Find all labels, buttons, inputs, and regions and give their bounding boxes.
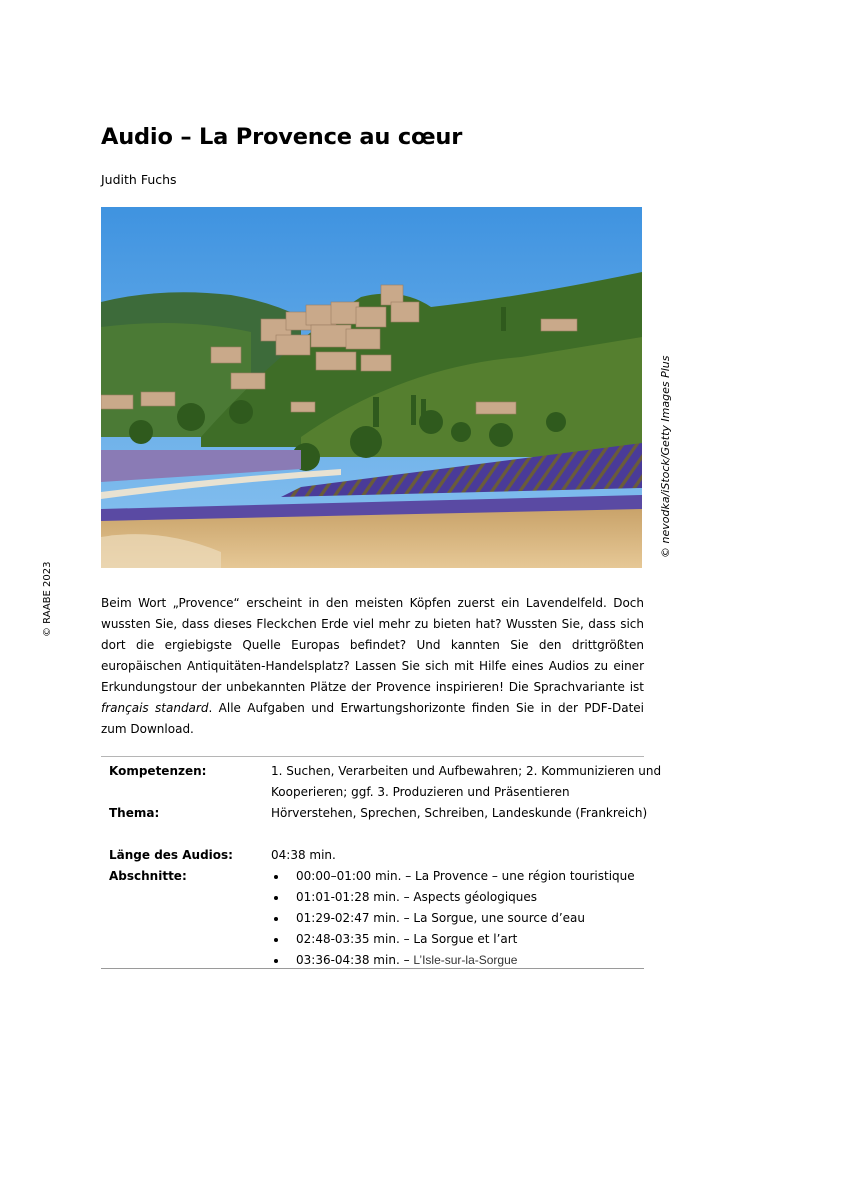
- section-item: 02:48-03:35 min. – La Sorgue et l’art: [271, 929, 644, 950]
- author-name: Judith Fuchs: [101, 172, 177, 187]
- value-laenge: 04:38 min.: [271, 848, 336, 862]
- row-abschnitte: [101, 866, 644, 971]
- value-kompetenzen-line2: Kooperieren; ggf. 3. Produzieren und Präsentieren: [271, 785, 570, 799]
- label-abschnitte: Abschnitte:: [109, 869, 187, 883]
- section-item: 00:00–01:00 min. – La Provence – une région touristique: [271, 866, 644, 887]
- label-thema: Thema:: [109, 806, 160, 820]
- label-laenge: Länge des Audios:: [109, 848, 233, 862]
- section-item-place: L’Isle-sur-la-Sorgue: [413, 953, 518, 967]
- section-item: 01:29-02:47 min. – La Sorgue, une source d’eau: [271, 908, 644, 929]
- row-kompetenzen: [101, 761, 662, 803]
- sections-list: [271, 866, 644, 971]
- row-thema: [101, 803, 648, 824]
- row-laenge: [101, 845, 644, 866]
- intro-text-part1: Beim Wort „Provence“ erscheint in den meisten Köpfen zuerst ein Lavendelfeld. Doch wussten Sie, dass dieses Fleckchen Erde viel mehr zu bieten hat? Wussten Sie, dass sich dort die ergiebigste Quelle Europas befindet? Und kannten Sie den drittgrößten europäischen Antiquitäten-Handelsplatz? Lassen Sie sich mit Hilfe eines Audios zu einer Erkundungstour der unbekannten Plätze der Provence inspirieren! Die Sprachvariante ist: [101, 596, 644, 694]
- section-item: [271, 950, 644, 971]
- provence-village-photo: [101, 207, 642, 568]
- intro-paragraph: [101, 593, 644, 740]
- label-kompetenzen: Kompetenzen:: [109, 764, 207, 778]
- section-item: 01:01-01:28 min. – Aspects géologiques: [271, 887, 644, 908]
- info-table: [101, 756, 662, 969]
- intro-text-part2: . Alle Aufgaben und Erwartungshorizonte finden Sie in der PDF-Datei zum Download.: [101, 701, 645, 736]
- value-thema: Hörverstehen, Sprechen, Schreiben, Landeskunde (Frankreich): [271, 806, 648, 820]
- page-title: Audio – La Provence au cœur: [101, 124, 463, 150]
- value-kompetenzen-line1: 1. Suchen, Verarbeiten und Aufbewahren; 2. Kommunizieren und: [271, 764, 662, 778]
- photo-credit: © nevodka/iStock/Getty Images Plus: [659, 355, 672, 558]
- section-item-prefix: 03:36-04:38 min. –: [296, 953, 414, 967]
- copyright-notice: © RAABE 2023: [42, 561, 53, 637]
- intro-emphasis: français standard: [101, 701, 209, 715]
